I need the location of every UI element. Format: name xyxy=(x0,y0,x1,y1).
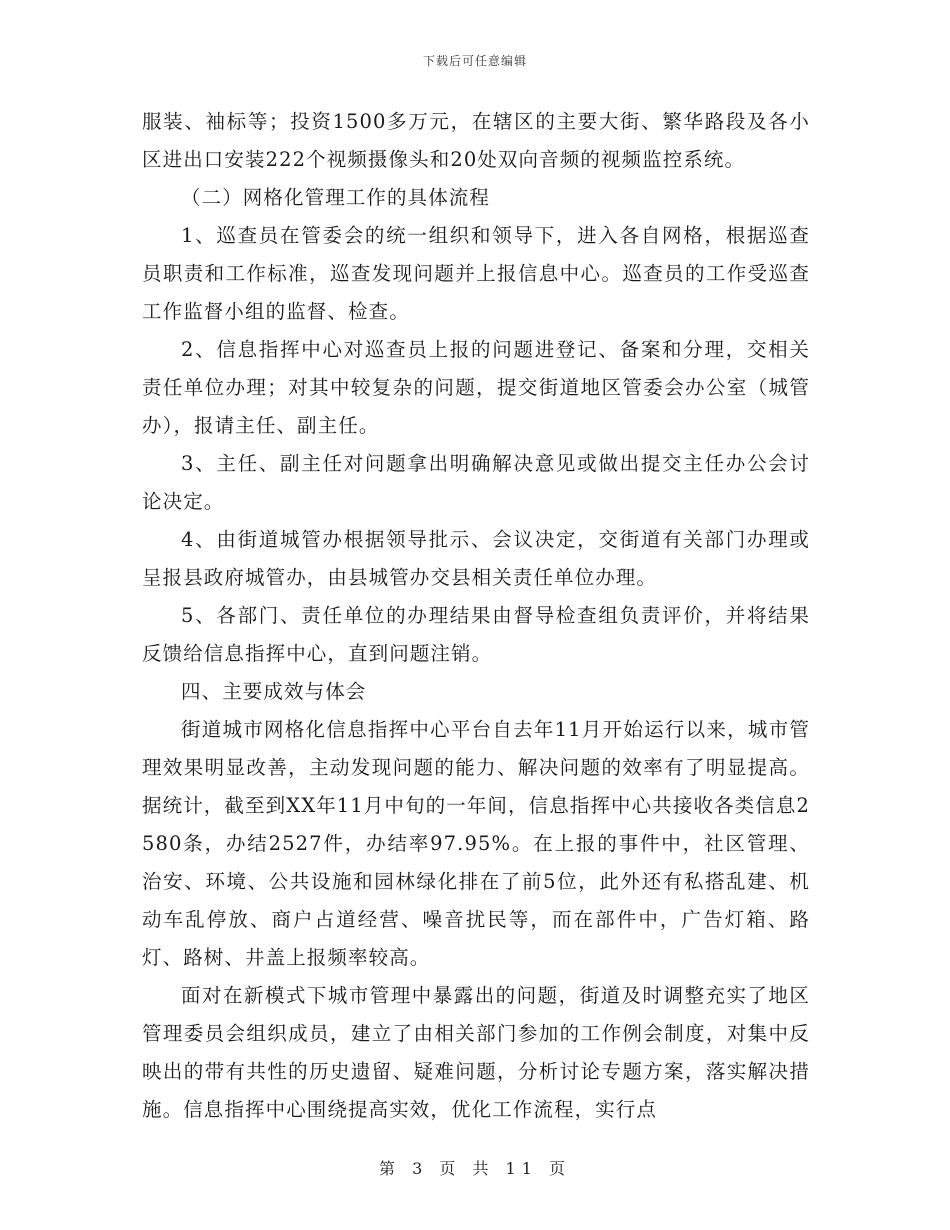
paragraph-results: 街道城市网格化信息指挥中心平台自去年11月开始运行以来，城市管理效果明显改善，主动发现问题的能力、解决问题的效率有了明显提高。据统计，截至到XX年11月中旬的一年间，信息指挥中心共接收各类信息2580条，办结2527件，办结率97.95%。在上报的事件中，社区管理、治安、环境、公共设施和园林绿化排在了前5位，此外还有私搭乱建、机动车乱停放、商户占道经营、噪音扰民等，而在部件中，广告灯箱、路灯、路树、井盖上报频率较高。 xyxy=(142,718,810,969)
paragraph-step-5: 5、各部门、责任单位的办理结果由督导检查组负责评价，并将结果反馈给信息指挥中心，直到问题注销。 xyxy=(142,604,810,665)
paragraph-step-1: 1、巡查员在管委会的统一组织和领导下，进入各自网格，根据巡查员职责和工作标准，巡查发现问题并上报信息中心。巡查员的工作受巡查工作监督小组的监督、检查。 xyxy=(142,224,810,323)
paragraph-step-2: 2、信息指挥中心对巡查员上报的问题进登记、备案和分理，交相关责任单位办理；对其中较复杂的问题，提交街道地区管委会办公室（城管办），报请主任、副主任。 xyxy=(142,338,810,437)
section-heading-workflow: （二）网格化管理工作的具体流程 xyxy=(181,186,491,209)
paragraph-step-4: 4、由街道城管办根据领导批示、会议决定，交街道有关部门办理或呈报县政府城管办，由县城管办交县相关责任单位办理。 xyxy=(142,528,810,589)
paragraph-measures: 面对在新模式下城市管理中暴露出的问题，街道及时调整充实了地区管理委员会组织成员，建立了由相关部门参加的工作例会制度，对集中反映出的带有共性的历史遗留、疑难问题，分析讨论专题方案，落实解决措施。信息指挥中心围绕提高实效，优化工作流程，实行点 xyxy=(142,984,810,1121)
page-header-note: 下载后可任意编辑 xyxy=(422,54,527,68)
page-footer-number: 第 3 页 共 11 页 xyxy=(379,1159,571,1178)
section-heading-results: 四、主要成效与体会 xyxy=(181,680,367,703)
document-body xyxy=(142,103,810,1129)
paragraph-step-3: 3、主任、副主任对问题拿出明确解决意见或做出提交主任办公会讨论决定。 xyxy=(142,452,810,513)
paragraph-continuation: 服装、袖标等；投资1500多万元，在辖区的主要大街、繁华路段及各小区进出口安装222个视频摄像头和20处双向音频的视频监控系统。 xyxy=(142,110,810,171)
